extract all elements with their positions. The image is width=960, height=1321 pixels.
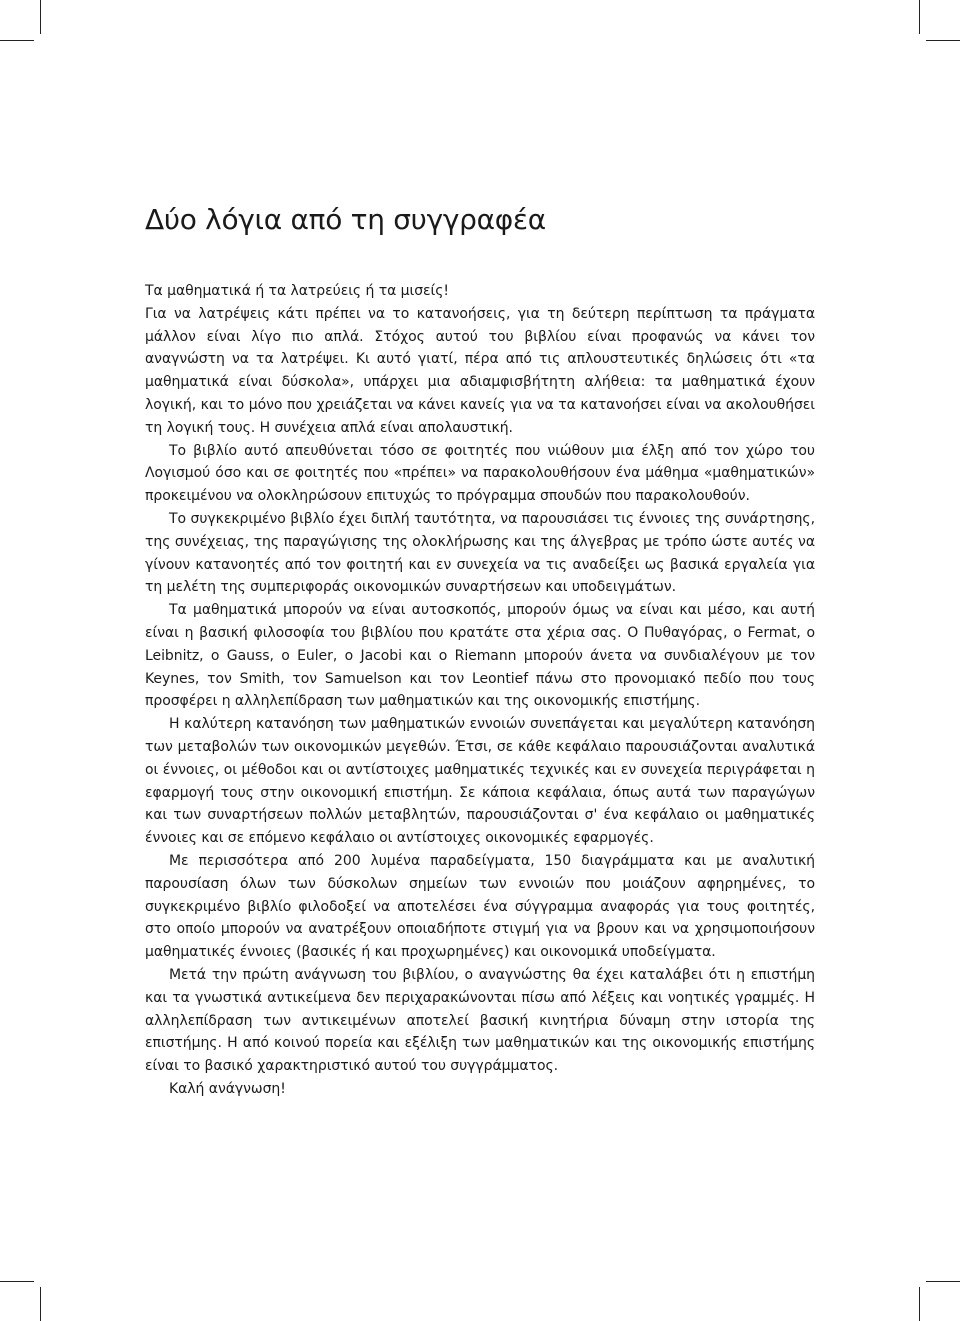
crop-mark [919,1287,920,1321]
paragraph: Το συγκεκριμένο βιβλίο έχει διπλή ταυτότητα, να παρουσιάσει τις έννοιες της συνάρτησης, της συνέχειας, της παραγώγισης της ολοκλήρωσης και της άλγεβρας με τρόπο ώστε αυτές να γίνουν κατανοητές από τον φοιτητή και εν συνεχεία να τις αναδείξει ως βασικά εργαλεία για τη μελέτη της συμπεριφοράς οικονομικών συναρτήσεων και υποδειγμάτων. [145,510,815,596]
page-content [145,200,815,1101]
paragraph: Τα μαθηματικά μπορούν να είναι αυτοσκοπός, μπορούν όμως να είναι και μέσο, και αυτή είναι η βασική φιλοσοφία του βιβλίου που κρατάτε στα χέρια σας. Ο Πυθαγόρας, ο Fermat, ο Leibnitz, ο Gauss, ο Euler, ο Jacobi και ο Riemann μπορούν άνετα να συνδιαλέγουν με τον Keynes, τον Smith, τον Samuelson και τον Leontief πάνω στο προνομιακό πεδίο που τους προσφέρει η αλληλεπίδραση των μαθηματικών και της οικονομικής επιστήμης. [145,602,815,710]
paragraph: Καλή ανάγνωση! [169,1080,286,1097]
paragraph: Για να λατρέψεις κάτι πρέπει να το κατανοήσεις, για τη δεύτερη περίπτωση τα πράγματα μάλλον είναι λίγο πιο απλά. Στόχος αυτού του βιβλίου είναι προφανώς να κάνει τον αναγνώστη να τα λατρέψει. Κι αυτό γιατί, πέρα από τις απλουστευτικές δηλώσεις ότι «τα μαθηματικά είναι δύσκολα», υπάρχει μια αδιαμφισβήτητη αλήθεια: τα μαθηματικά έχουν λογική, και το μόνο που χρειάζεται να κάνει κανείς για να τα κατανοήσει είναι να ακολουθήσει τη λογική τους. Η συνέχεια απλά είναι απολαυστική. [145,305,815,436]
crop-mark [0,40,34,41]
crop-mark [919,0,920,34]
page-title: Δύο λόγια από τη συγγραφέα [145,203,546,236]
crop-mark [926,40,960,41]
paragraph: Το βιβλίο αυτό απευθύνεται τόσο σε φοιτητές που νιώθουν μια έλξη από τον χώρο του Λογισμού όσο και σε φοιτητές που «πρέπει» να παρακολουθήσουν ένα μάθημα «μαθηματικών» προκειμένου να ολοκληρώσουν επιτυχώς το πρόγραμμα σπουδών που παρακολουθούν. [145,442,815,505]
paragraph: Με περισσότερα από 200 λυμένα παραδείγματα, 150 διαγράμματα και με αναλυτική παρουσίαση όλων των δύσκολων σημείων των εννοιών που μοιάζουν αφηρημένες, το συγκεκριμένο βιβλίο φιλοδοξεί να αποτελέσει ένα σύγγραμμα αναφοράς για τους φοιτητές, στο οποίο μπορούν να ανατρέξουν οποιαδήποτε στιγμή για να βρουν και να χρησιμοποιήσουν μαθηματικές έννοιες (βασικές ή και προχωρημένες) και οικονομικά υποδείγματα. [145,852,815,961]
paragraph: Μετά την πρώτη ανάγνωση του βιβλίου, ο αναγνώστης θα έχει καταλάβει ότι η επιστήμη και τα γνωστικά αντικείμενα δεν περιχαρακώνονται πίσω από λέξεις και νοητικές γραμμές. Η αλληλεπίδραση των αντικειμένων αποτελεί βασική κινητήρια δύναμη στην ιστορία της επιστήμης. Η από κοινού πορεία και εξέλιξη των μαθηματικών και της οικονομικής επιστήμης είναι το βασικό χαρακτηριστικό αυτού του συγγράμματος. [145,966,815,1075]
crop-mark [40,0,41,34]
crop-mark [0,1281,34,1282]
body-text [145,280,815,1101]
paragraph: Τα μαθηματικά ή τα λατρεύεις ή τα μισείς! [145,283,449,299]
crop-mark [926,1281,960,1282]
paragraph: Η καλύτερη κατανόηση των μαθηματικών εννοιών συνεπάγεται και μεγαλύτερη κατανόηση των μεταβολών των οικονομικών μεγεθών. Έτσι, σε κάθε κεφάλαιο παρουσιάζονται αναλυτικά οι έννοιες, οι μέθοδοι και οι αντίστοιχες μαθηματικές τεχνικές και εν συνεχεία περιγράφεται η εφαρμογή τους στην οικονομική επιστήμη. Σε κάποια κεφάλαια, όπως αυτά των παραγώγων και των συναρτήσεων πολλών μεταβλητών, παρουσιάζονται σ' ένα κεφάλαιο οι μαθηματικές έννοιες και σε επόμενο κεφάλαιο οι αντίστοιχες οικονομικές εφαρμογές. [145,716,815,847]
crop-mark [40,1287,41,1321]
